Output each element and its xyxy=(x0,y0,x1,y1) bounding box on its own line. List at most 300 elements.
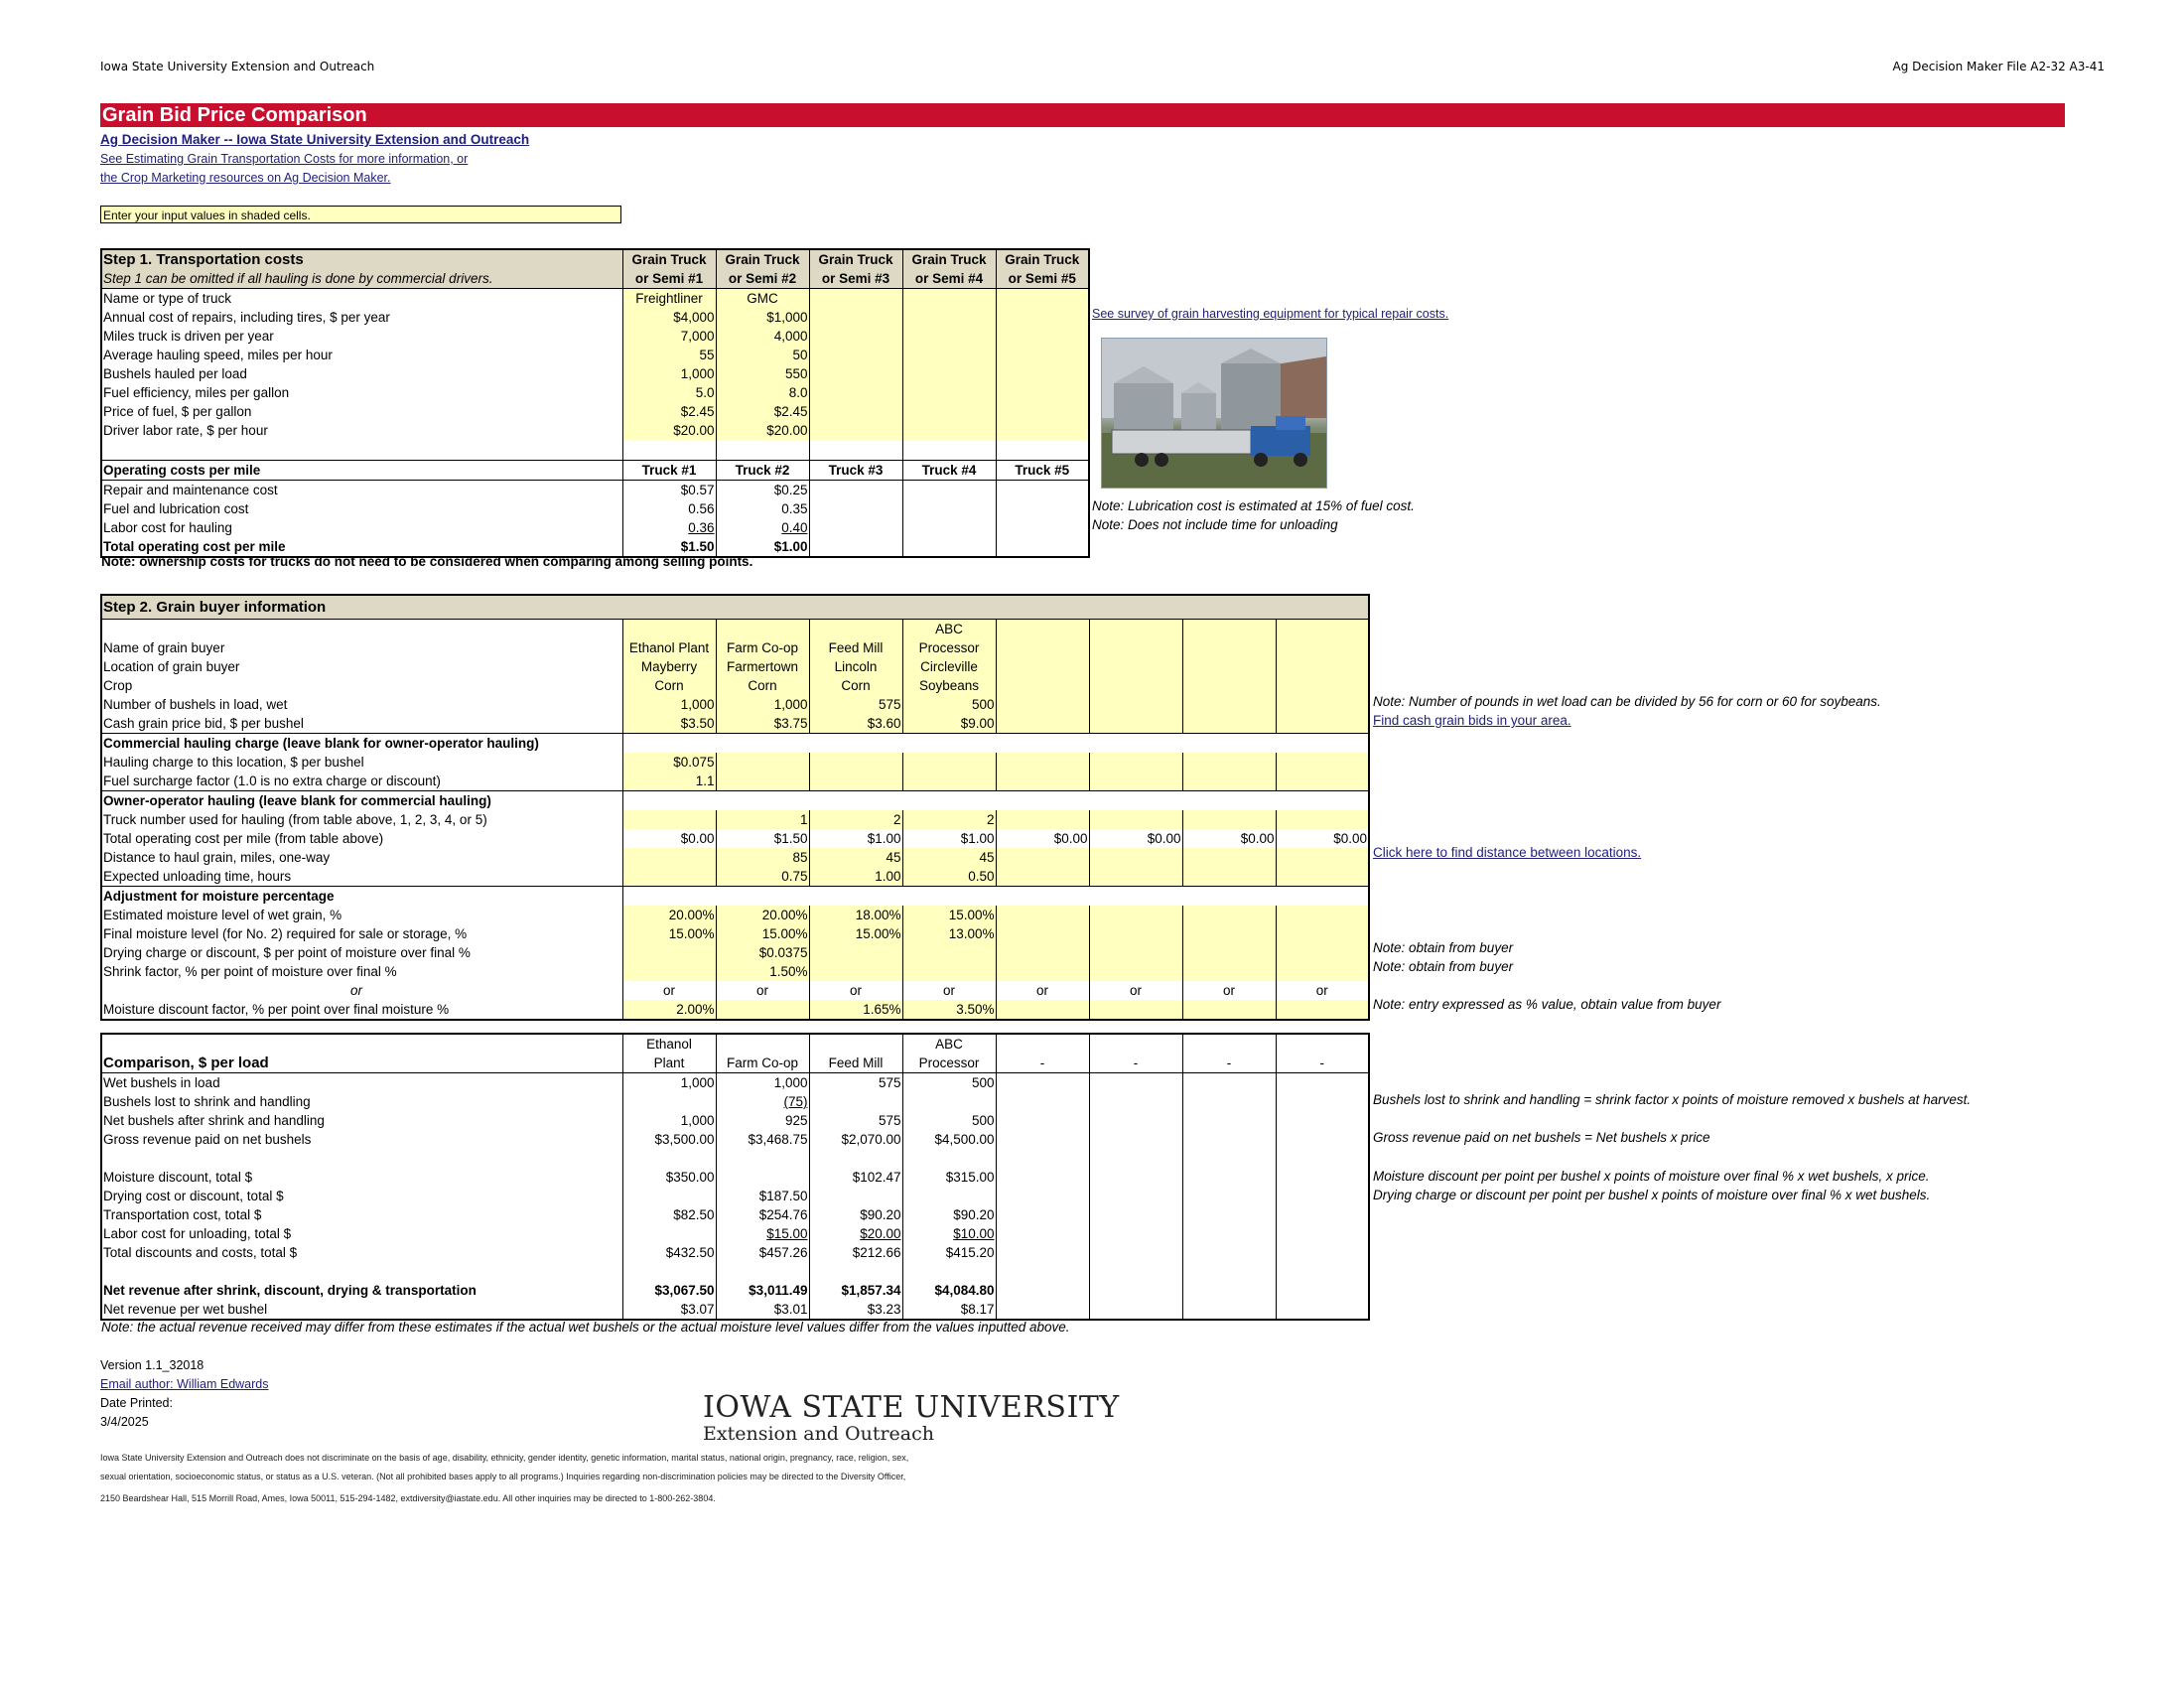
commercial-input-cell[interactable] xyxy=(716,753,809,772)
commercial-input-cell[interactable] xyxy=(809,772,902,791)
owner-cell[interactable]: 2 xyxy=(902,810,996,829)
comparison-value: 500 xyxy=(902,1111,996,1130)
owner-cell[interactable] xyxy=(1182,810,1276,829)
net-revenue-value xyxy=(1089,1281,1182,1300)
buyer-input-cell[interactable]: $3.75 xyxy=(716,714,809,734)
comparison-value xyxy=(1089,1073,1182,1093)
moisture-input-cell[interactable] xyxy=(1089,962,1182,981)
comparison-value xyxy=(1276,1073,1369,1093)
buyer-input-cell[interactable]: $3.60 xyxy=(809,714,902,734)
commercial-input-cell[interactable]: $0.075 xyxy=(622,753,716,772)
moisture-input-cell[interactable] xyxy=(622,943,716,962)
comparison-value xyxy=(1182,1224,1276,1243)
owner-cell[interactable] xyxy=(996,810,1089,829)
comparison-col: - xyxy=(1182,1054,1276,1073)
step1-input-cell[interactable] xyxy=(809,327,902,346)
comparison-value xyxy=(1276,1092,1369,1111)
step2-table xyxy=(100,594,1370,1021)
step1-input-cell[interactable]: 55 xyxy=(622,346,716,364)
step1-input-cell[interactable]: 7,000 xyxy=(622,327,716,346)
moisture-discount-cell[interactable]: 1.65% xyxy=(809,1000,902,1020)
buyer-input-cell[interactable] xyxy=(996,714,1089,734)
comparison-col-top xyxy=(996,1034,1089,1054)
step1-input-cell[interactable] xyxy=(902,421,996,440)
step1-table xyxy=(100,248,1090,558)
step1-input-cell[interactable]: $4,000 xyxy=(622,308,716,327)
moisture-discount-cell[interactable] xyxy=(1182,1000,1276,1020)
disclaimer-line-1: Iowa State University Extension and Outreach does not discriminate on the basis of age, disability, ethnicity, gender identity, genetic information, marital status, national origin, pregnancy, race, religion, sex, xyxy=(100,1453,909,1463)
step1-input-cell[interactable] xyxy=(809,421,902,440)
operating-cost-value: 0.35 xyxy=(716,499,809,518)
moisture-discount-cell[interactable] xyxy=(1276,1000,1369,1020)
moisture-input-cell[interactable]: 15.00% xyxy=(809,924,902,943)
operating-cost-value xyxy=(809,518,902,537)
or-cell: or xyxy=(1182,981,1276,1000)
moisture-input-cell[interactable]: 13.00% xyxy=(902,924,996,943)
buyer-name-top[interactable] xyxy=(809,619,902,638)
commercial-input-cell[interactable] xyxy=(1276,772,1369,791)
buyer-input-cell[interactable]: Corn xyxy=(809,676,902,695)
owner-cell[interactable] xyxy=(1089,810,1182,829)
owner-cell[interactable] xyxy=(1182,848,1276,867)
buyer-input-cell[interactable]: 1,000 xyxy=(622,695,716,714)
comparison-value: $432.50 xyxy=(622,1243,716,1262)
moisture-input-cell[interactable]: 1.50% xyxy=(716,962,809,981)
comparison-value xyxy=(1089,1187,1182,1205)
owner-cell[interactable] xyxy=(1276,848,1369,867)
buyer-input-cell[interactable] xyxy=(996,676,1089,695)
comparison-value xyxy=(902,1092,996,1111)
comparison-value xyxy=(1276,1149,1369,1168)
commercial-input-cell[interactable] xyxy=(1182,772,1276,791)
net-revenue-label: Net revenue after shrink, discount, drying & transportation xyxy=(103,1283,477,1298)
step1-row-label: Fuel efficiency, miles per gallon xyxy=(103,385,290,400)
comparison-row-label xyxy=(101,1149,622,1168)
step1-input-cell[interactable] xyxy=(902,383,996,402)
buyer-input-cell[interactable] xyxy=(1276,695,1369,714)
buyer-input-cell[interactable] xyxy=(1089,657,1182,676)
step1-input-cell[interactable]: 5.0 xyxy=(622,383,716,402)
step1-input-cell[interactable] xyxy=(809,383,902,402)
commercial-input-cell[interactable] xyxy=(1089,772,1182,791)
commercial-input-cell[interactable] xyxy=(1276,753,1369,772)
unloading-note: Note: Does not include time for unloading xyxy=(1092,517,1338,532)
adm-link[interactable]: Ag Decision Maker -- Iowa State University Extension and Outreach xyxy=(100,132,530,147)
comparison-value xyxy=(1089,1092,1182,1111)
buyer-name-top[interactable] xyxy=(1089,619,1182,638)
buyer-name-top[interactable] xyxy=(996,619,1089,638)
moisture-discount-note: Moisture discount per point per bushel x points of moisture over final % x wet bushels, x price. xyxy=(1373,1169,1930,1184)
moisture-row-label: Drying charge or discount, $ per point of moisture over final % xyxy=(103,944,471,960)
buyer-input-cell[interactable] xyxy=(1089,676,1182,695)
moisture-discount-cell[interactable] xyxy=(996,1000,1089,1020)
buyer-input-cell[interactable] xyxy=(996,638,1089,657)
net-per-bushel-value xyxy=(1089,1300,1182,1320)
commercial-hauling-title: Commercial hauling charge (leave blank for owner-operator hauling) xyxy=(101,733,622,753)
step1-row-label: Average hauling speed, miles per hour xyxy=(103,348,333,362)
drying-note: Drying charge or discount per point per bushel x points of moisture over final % x wet bushels. xyxy=(1373,1188,1931,1202)
buyer-input-cell[interactable] xyxy=(996,657,1089,676)
comparison-value xyxy=(996,1205,1089,1224)
buyer-input-cell[interactable]: Farm Co-op xyxy=(716,638,809,657)
commercial-input-cell[interactable] xyxy=(809,753,902,772)
moisture-input-cell[interactable] xyxy=(1182,924,1276,943)
buyer-input-cell[interactable]: Ethanol Plant xyxy=(622,638,716,657)
buyer-input-cell[interactable]: $3.50 xyxy=(622,714,716,734)
step1-input-cell[interactable]: 50 xyxy=(716,346,809,364)
step1-col-top: Grain Truck xyxy=(622,249,716,269)
buyer-input-cell[interactable] xyxy=(1276,638,1369,657)
commercial-input-cell[interactable] xyxy=(996,772,1089,791)
buyer-input-cell[interactable]: Lincoln xyxy=(809,657,902,676)
cash-bids-link[interactable]: Find cash grain bids in your area. xyxy=(1373,713,1571,728)
buyer-input-cell[interactable]: $9.00 xyxy=(902,714,996,734)
buyer-input-cell[interactable] xyxy=(1089,638,1182,657)
comparison-value xyxy=(996,1130,1089,1149)
buyer-input-cell[interactable]: Processor xyxy=(902,638,996,657)
buyer-input-cell[interactable]: 575 xyxy=(809,695,902,714)
shrink-note: Bushels lost to shrink and handling = shrink factor x points of moisture removed x bushels at harvest. xyxy=(1373,1092,1972,1107)
owner-cell[interactable] xyxy=(996,867,1089,887)
owner-cell[interactable] xyxy=(622,848,716,867)
owner-cell[interactable]: 45 xyxy=(902,848,996,867)
moisture-input-cell[interactable]: 15.00% xyxy=(622,924,716,943)
buyer-name-top[interactable] xyxy=(1182,619,1276,638)
net-revenue-value: $4,084.80 xyxy=(902,1281,996,1300)
comparison-value xyxy=(622,1092,716,1111)
step1-row-label: Miles truck is driven per year xyxy=(103,329,274,344)
step1-col-top: Grain Truck xyxy=(996,249,1089,269)
step1-input-cell[interactable]: 550 xyxy=(716,364,809,383)
owner-cell[interactable]: 0.50 xyxy=(902,867,996,887)
step1-input-cell[interactable] xyxy=(902,327,996,346)
buyer-input-cell[interactable] xyxy=(1182,657,1276,676)
step1-input-cell[interactable]: $20.00 xyxy=(716,421,809,440)
operating-cost-value: $0.25 xyxy=(716,480,809,499)
buyer-input-cell[interactable] xyxy=(996,695,1089,714)
comparison-value xyxy=(1182,1073,1276,1093)
owner-cell[interactable]: 85 xyxy=(716,848,809,867)
commercial-input-cell[interactable]: 1.1 xyxy=(622,772,716,791)
buyer-input-cell[interactable] xyxy=(1182,695,1276,714)
truck-col: Truck #2 xyxy=(716,460,809,480)
buyer-input-cell[interactable] xyxy=(1182,638,1276,657)
owner-cell[interactable] xyxy=(1276,810,1369,829)
comparison-row-label: Total discounts and costs, total $ xyxy=(103,1245,298,1260)
buyer-name-top[interactable]: ABC xyxy=(902,619,996,638)
owner-cell[interactable]: 0.75 xyxy=(716,867,809,887)
net-revenue-value xyxy=(1182,1281,1276,1300)
comparison-value: $2,070.00 xyxy=(809,1130,902,1149)
commercial-input-cell[interactable] xyxy=(996,753,1089,772)
step1-title: Step 1. Transportation costs xyxy=(101,249,622,269)
or-cell: or xyxy=(716,981,809,1000)
moisture-input-cell[interactable] xyxy=(1276,906,1369,924)
moisture-input-cell[interactable] xyxy=(996,924,1089,943)
net-per-bushel-value: $8.17 xyxy=(902,1300,996,1320)
step1-input-cell[interactable]: GMC xyxy=(716,289,809,309)
step1-input-cell[interactable] xyxy=(902,308,996,327)
date-printed-label: Date Printed: xyxy=(100,1396,173,1410)
distance-link[interactable]: Click here to find distance between locations. xyxy=(1373,845,1642,860)
net-revenue-value: $3,011.49 xyxy=(716,1281,809,1300)
moisture-discount-cell[interactable]: 2.00% xyxy=(622,1000,716,1020)
buyer-input-cell[interactable]: Mayberry xyxy=(622,657,716,676)
moisture-discount-factor-label: Moisture discount factor, % per point over final moisture % xyxy=(103,1001,450,1017)
step1-input-cell[interactable] xyxy=(902,364,996,383)
comparison-value: $212.66 xyxy=(809,1243,902,1262)
step1-input-cell[interactable]: 1,000 xyxy=(622,364,716,383)
comparison-col: Processor xyxy=(902,1054,996,1073)
crop-marketing-link[interactable]: the Crop Marketing resources on Ag Decision Maker. xyxy=(100,171,391,185)
comparison-value xyxy=(622,1187,716,1205)
comparison-value: $315.00 xyxy=(902,1168,996,1187)
step1-input-cell[interactable] xyxy=(996,383,1089,402)
owner-cell: $0.00 xyxy=(1089,829,1182,848)
buyer-input-cell[interactable]: Corn xyxy=(716,676,809,695)
buyer-input-cell[interactable] xyxy=(1089,714,1182,734)
comparison-value: $20.00 xyxy=(809,1224,902,1243)
step1-input-cell[interactable] xyxy=(996,421,1089,440)
owner-row-label: Expected unloading time, hours xyxy=(103,868,292,884)
owner-cell[interactable]: 1.00 xyxy=(809,867,902,887)
step1-input-cell[interactable] xyxy=(809,364,902,383)
moisture-input-cell[interactable]: 15.00% xyxy=(716,924,809,943)
owner-cell: $0.00 xyxy=(622,829,716,848)
moisture-input-cell[interactable] xyxy=(1182,943,1276,962)
comparison-value: 1,000 xyxy=(622,1111,716,1130)
owner-cell[interactable] xyxy=(1089,867,1182,887)
step1-input-cell[interactable]: $2.45 xyxy=(622,402,716,421)
buyer-input-cell[interactable]: 1,000 xyxy=(716,695,809,714)
step1-input-cell[interactable]: $20.00 xyxy=(622,421,716,440)
comparison-table xyxy=(100,1033,1370,1321)
buyer-name-top[interactable] xyxy=(716,619,809,638)
moisture-input-cell[interactable] xyxy=(996,962,1089,981)
moisture-input-cell[interactable] xyxy=(809,943,902,962)
buyer-input-cell[interactable]: Farmertown xyxy=(716,657,809,676)
buyer-input-cell[interactable]: Corn xyxy=(622,676,716,695)
moisture-input-cell[interactable]: 15.00% xyxy=(902,906,996,924)
moisture-input-cell[interactable]: 18.00% xyxy=(809,906,902,924)
comparison-value xyxy=(1182,1168,1276,1187)
comparison-value xyxy=(809,1149,902,1168)
moisture-input-cell[interactable] xyxy=(1182,962,1276,981)
commercial-input-cell[interactable] xyxy=(902,772,996,791)
total-operating-cost xyxy=(996,537,1089,557)
moisture-discount-cell[interactable]: 3.50% xyxy=(902,1000,996,1020)
transport-costs-link[interactable]: See Estimating Grain Transportation Costs for more information, or xyxy=(100,152,469,166)
or-cell: or xyxy=(809,981,902,1000)
comparison-row-label: Net bushels after shrink and handling xyxy=(103,1113,325,1128)
comparison-value xyxy=(1276,1205,1369,1224)
step1-input-cell[interactable]: $1,000 xyxy=(716,308,809,327)
comparison-value xyxy=(1276,1130,1369,1149)
moisture-input-cell[interactable]: 20.00% xyxy=(716,906,809,924)
comparison-value: $3,468.75 xyxy=(716,1130,809,1149)
commercial-input-cell[interactable] xyxy=(902,753,996,772)
comparison-value: $415.20 xyxy=(902,1243,996,1262)
owner-cell[interactable]: 2 xyxy=(809,810,902,829)
step1-input-cell[interactable] xyxy=(809,289,902,309)
operating-cost-label: Repair and maintenance cost xyxy=(103,482,278,497)
owner-cell[interactable] xyxy=(1276,867,1369,887)
step1-input-cell[interactable] xyxy=(996,364,1089,383)
comparison-value xyxy=(996,1224,1089,1243)
operating-cost-value: $0.57 xyxy=(622,480,716,499)
buyer-name-top[interactable] xyxy=(622,619,716,638)
moisture-input-cell[interactable] xyxy=(1182,906,1276,924)
comparison-value xyxy=(1089,1243,1182,1262)
comparison-value: (75) xyxy=(716,1092,809,1111)
total-operating-cost: $1.00 xyxy=(716,537,809,557)
comparison-value xyxy=(1182,1149,1276,1168)
comparison-value: 1,000 xyxy=(716,1073,809,1093)
owner-hauling-title: Owner-operator hauling (leave blank for commercial hauling) xyxy=(101,790,622,810)
buyer-name-top[interactable] xyxy=(1276,619,1369,638)
comparison-value xyxy=(902,1187,996,1205)
moisture-input-cell[interactable] xyxy=(1089,943,1182,962)
email-author-link[interactable]: Email author: William Edwards xyxy=(100,1377,269,1391)
net-revenue-value: $3,067.50 xyxy=(622,1281,716,1300)
step1-input-cell[interactable]: 4,000 xyxy=(716,327,809,346)
buyer-input-cell[interactable] xyxy=(1276,714,1369,734)
gross-note: Gross revenue paid on net bushels = Net bushels x price xyxy=(1373,1130,1710,1145)
step1-input-cell[interactable] xyxy=(902,402,996,421)
step1-input-cell[interactable] xyxy=(809,346,902,364)
buyer-input-cell[interactable] xyxy=(1182,714,1276,734)
comparison-value xyxy=(622,1224,716,1243)
comparison-value: $102.47 xyxy=(809,1168,902,1187)
owner-cell[interactable]: 1 xyxy=(716,810,809,829)
moisture-input-cell[interactable] xyxy=(1276,962,1369,981)
owner-cell[interactable] xyxy=(1089,848,1182,867)
buyer-input-cell[interactable] xyxy=(1276,676,1369,695)
step1-col-bot: or Semi #4 xyxy=(902,269,996,289)
comparison-row-label: Gross revenue paid on net bushels xyxy=(103,1132,312,1147)
moisture-input-cell[interactable] xyxy=(902,962,996,981)
moisture-input-cell[interactable] xyxy=(809,962,902,981)
buyer-input-cell[interactable]: Circleville xyxy=(902,657,996,676)
owner-cell[interactable] xyxy=(622,867,716,887)
comparison-col-top xyxy=(809,1034,902,1054)
step1-col-bot: or Semi #2 xyxy=(716,269,809,289)
owner-cell[interactable]: 45 xyxy=(809,848,902,867)
step1-input-cell[interactable] xyxy=(996,327,1089,346)
owner-cell[interactable] xyxy=(996,848,1089,867)
comparison-col: Farm Co-op xyxy=(716,1054,809,1073)
page-title: Grain Bid Price Comparison xyxy=(100,103,2065,127)
buyer-input-cell[interactable]: 500 xyxy=(902,695,996,714)
step1-subtitle: Step 1 can be omitted if all hauling is done by commercial drivers. xyxy=(101,269,622,289)
comparison-value xyxy=(1089,1205,1182,1224)
step1-input-cell[interactable] xyxy=(809,402,902,421)
operating-cost-value xyxy=(902,480,996,499)
owner-cell: $1.00 xyxy=(902,829,996,848)
moisture-input-cell[interactable] xyxy=(1276,924,1369,943)
moisture-input-cell[interactable] xyxy=(1089,924,1182,943)
comparison-col: Feed Mill xyxy=(809,1054,902,1073)
operating-cost-value xyxy=(809,499,902,518)
isu-logo-name: IOWA STATE UNIVERSITY xyxy=(703,1390,1120,1425)
repair-survey-link[interactable]: See survey of grain harvesting equipment for typical repair costs. xyxy=(1092,307,1449,321)
moisture-input-cell[interactable] xyxy=(1276,943,1369,962)
comparison-value xyxy=(1276,1111,1369,1130)
moisture-input-cell[interactable]: $0.0375 xyxy=(716,943,809,962)
comparison-value xyxy=(1182,1187,1276,1205)
pounds-note: Note: Number of pounds in wet load can be divided by 56 for corn or 60 for soybeans. xyxy=(1373,694,1881,709)
buyer-input-cell[interactable] xyxy=(1276,657,1369,676)
page-header-left: Iowa State University Extension and Outreach xyxy=(100,60,375,73)
lubrication-note: Note: Lubrication cost is estimated at 15% of fuel cost. xyxy=(1092,498,1415,513)
moisture-input-cell[interactable] xyxy=(996,943,1089,962)
moisture-input-cell[interactable] xyxy=(996,906,1089,924)
step1-input-cell[interactable]: $2.45 xyxy=(716,402,809,421)
step1-input-cell[interactable] xyxy=(996,289,1089,309)
commercial-input-cell[interactable] xyxy=(1089,753,1182,772)
moisture-input-cell[interactable] xyxy=(902,943,996,962)
step1-input-cell[interactable]: 8.0 xyxy=(716,383,809,402)
step1-input-cell[interactable] xyxy=(902,289,996,309)
step1-input-cell[interactable] xyxy=(996,402,1089,421)
buyer-row-label: Number of bushels in load, wet xyxy=(103,696,288,712)
comparison-value xyxy=(809,1262,902,1281)
comparison-value xyxy=(1276,1224,1369,1243)
comparison-value xyxy=(996,1168,1089,1187)
step1-input-cell[interactable]: Freightliner xyxy=(622,289,716,309)
owner-cell[interactable] xyxy=(622,810,716,829)
moisture-input-cell[interactable]: 20.00% xyxy=(622,906,716,924)
comparison-value: $350.00 xyxy=(622,1168,716,1187)
disclaimer-line-2: sexual orientation, socioeconomic status, or status as a U.S. veteran. (Not all prohibited bases apply to all programs.) Inquiries regarding non-discrimination policies may be directed to the Diversity Officer, xyxy=(100,1472,906,1481)
input-instructions: Enter your input values in shaded cells. xyxy=(100,206,621,223)
moisture-discount-cell[interactable] xyxy=(1089,1000,1182,1020)
comparison-value: 1,000 xyxy=(622,1073,716,1093)
step1-input-cell[interactable] xyxy=(902,346,996,364)
commercial-input-cell[interactable] xyxy=(1182,753,1276,772)
step1-input-cell[interactable] xyxy=(809,308,902,327)
comparison-value xyxy=(1089,1168,1182,1187)
step1-input-cell[interactable] xyxy=(996,346,1089,364)
comparison-row-label: Bushels lost to shrink and handling xyxy=(103,1094,311,1109)
comparison-value xyxy=(902,1149,996,1168)
step1-input-cell[interactable] xyxy=(996,308,1089,327)
comparison-value xyxy=(1276,1187,1369,1205)
owner-cell[interactable] xyxy=(1182,867,1276,887)
comparison-value xyxy=(1182,1130,1276,1149)
truck-col: Truck #5 xyxy=(996,460,1089,480)
buyer-input-cell[interactable]: Soybeans xyxy=(902,676,996,695)
date-printed: 3/4/2025 xyxy=(100,1415,149,1429)
comparison-bottom-note: Note: the actual revenue received may differ from these estimates if the actual wet bushels or the actual moisture level values differ from the values inputted above. xyxy=(101,1320,1070,1335)
comparison-col-top xyxy=(716,1034,809,1054)
moisture-input-cell[interactable] xyxy=(1089,906,1182,924)
buyer-note-2: Note: obtain from buyer xyxy=(1373,959,1514,974)
moisture-discount-cell[interactable] xyxy=(716,1000,809,1020)
or-cell: or xyxy=(902,981,996,1000)
truck-col: Truck #4 xyxy=(902,460,996,480)
buyer-input-cell[interactable] xyxy=(1182,676,1276,695)
comparison-col-top xyxy=(1182,1034,1276,1054)
comparison-value: 575 xyxy=(809,1111,902,1130)
moisture-input-cell[interactable] xyxy=(622,962,716,981)
commercial-input-cell[interactable] xyxy=(716,772,809,791)
comparison-value xyxy=(1089,1111,1182,1130)
buyer-input-cell[interactable]: Feed Mill xyxy=(809,638,902,657)
buyer-input-cell[interactable] xyxy=(1089,695,1182,714)
comparison-col: - xyxy=(996,1054,1089,1073)
comparison-row-label: Drying cost or discount, total $ xyxy=(103,1189,284,1203)
